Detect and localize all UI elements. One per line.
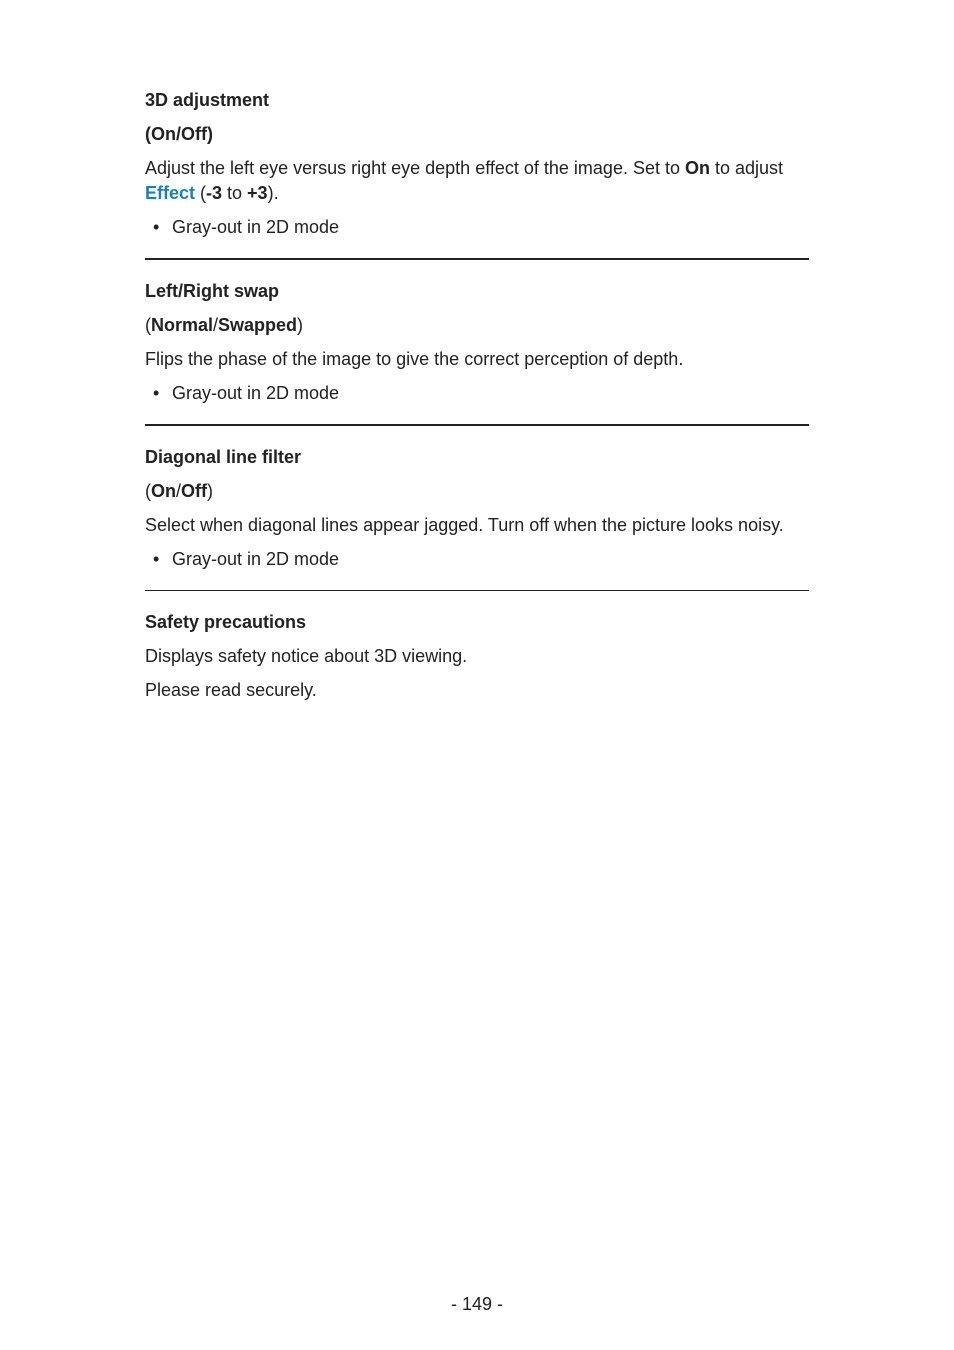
bullet-item	[145, 547, 809, 571]
section-options	[145, 122, 809, 146]
desc-text: Adjust the left eye versus right eye depth effect of the image. Set to	[145, 158, 685, 178]
section-heading: Safety precautions	[145, 612, 307, 632]
section-heading: 3D adjustment	[145, 90, 270, 110]
desc-bold-on: On	[684, 158, 710, 178]
section-description: Displays safety notice about 3D viewing.	[145, 646, 468, 666]
desc-bold-max: +3	[247, 183, 268, 203]
option-first: On	[151, 481, 176, 501]
bullet-text: Gray-out in 2D mode	[172, 549, 340, 569]
desc-bold-min: -3	[206, 183, 223, 203]
bullet-icon: •	[153, 549, 160, 569]
section-description: Select when diagonal lines appear jagged. Turn off when the picture looks noisy.	[145, 515, 784, 535]
page-number: - 149 -	[450, 1294, 504, 1314]
options-separator: /	[176, 124, 182, 144]
section-heading: Left/Right swap	[145, 281, 279, 301]
desc-text: to	[222, 183, 248, 203]
section-options	[145, 479, 809, 503]
options-open: (	[145, 481, 151, 501]
effect-link[interactable]: Effect	[145, 183, 196, 203]
bullet-item	[145, 215, 809, 239]
options-separator: /	[213, 315, 219, 335]
option-first: On	[151, 124, 176, 144]
section-description: Flips the phase of the image to give the correct perception of depth.	[145, 349, 684, 369]
option-first: Normal	[151, 315, 214, 335]
option-second: Off	[181, 124, 208, 144]
bullet-item	[145, 381, 809, 405]
bullet-icon: •	[153, 383, 160, 403]
desc-text: to adjust	[709, 158, 784, 178]
section-diagonal-line-filter	[145, 445, 809, 571]
options-separator: /	[176, 481, 182, 501]
desc-text: (	[195, 183, 207, 203]
options-open: (	[145, 315, 151, 335]
section-3d-adjustment	[145, 88, 809, 239]
section-description-secondary: Please read securely.	[145, 680, 317, 700]
options-close: )	[297, 315, 304, 335]
options-open: (	[145, 124, 151, 144]
option-second: Swapped	[218, 315, 298, 335]
options-close: )	[207, 481, 214, 501]
section-description	[145, 156, 809, 206]
desc-text: ).	[267, 183, 279, 203]
section-options	[145, 313, 809, 337]
section-heading: Diagonal line filter	[145, 447, 302, 467]
section-left-right-swap	[145, 279, 809, 405]
options-close: )	[207, 124, 214, 144]
bullet-text: Gray-out in 2D mode	[172, 383, 340, 403]
bullet-icon: •	[153, 217, 160, 237]
document-content	[145, 88, 809, 711]
option-second: Off	[181, 481, 208, 501]
bullet-text: Gray-out in 2D mode	[172, 217, 340, 237]
section-safety-precautions	[145, 610, 809, 702]
